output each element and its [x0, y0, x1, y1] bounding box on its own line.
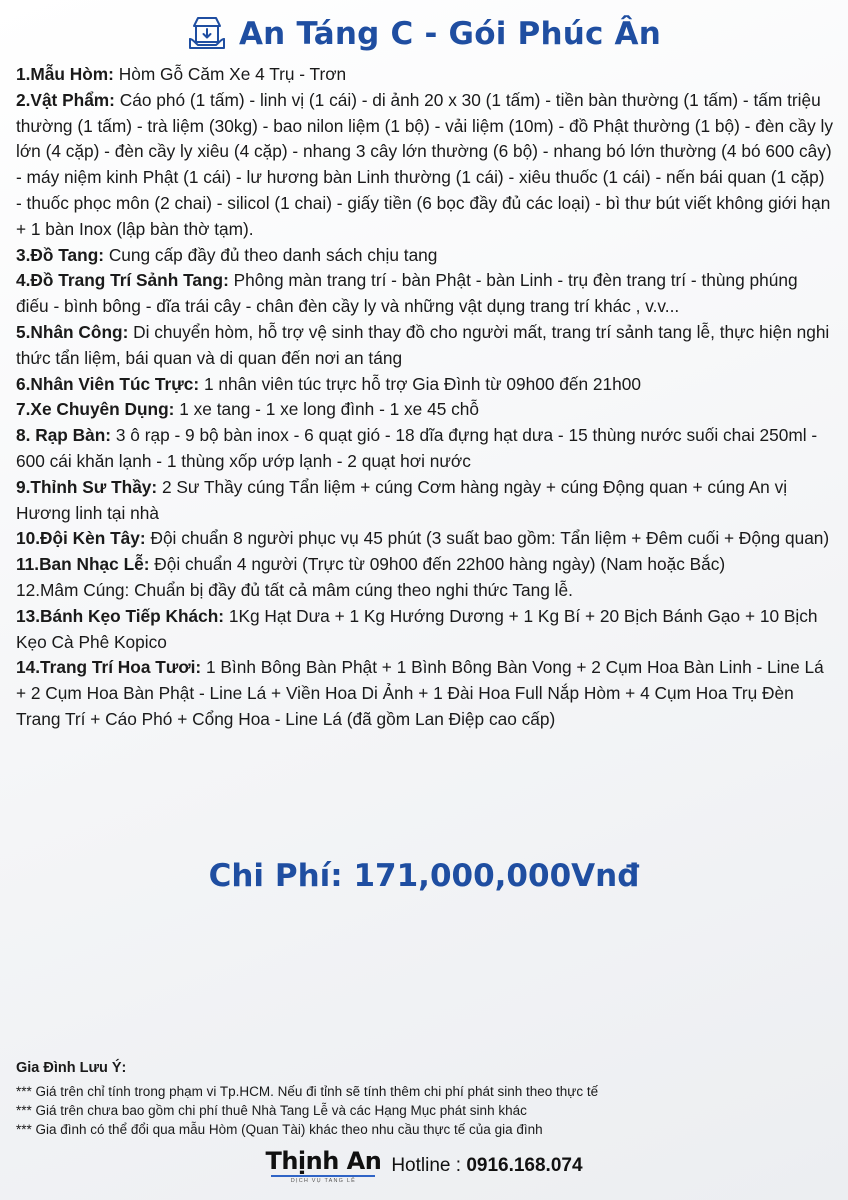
list-item: 11.Ban Nhạc Lễ: Đội chuẩn 4 người (Trực từ 09h00 đến 22h00 hàng ngày) (Nam hoặc Bắc)	[16, 554, 726, 575]
notes-section	[16, 1060, 834, 1139]
hotline	[391, 1155, 582, 1177]
list-item: 8. Rạp Bàn: 3 ô rạp - 9 bộ bàn inox - 6 quạt gió - 18 dĩa đựng hạt dưa - 15 thùng nước suối chai 250ml - 600 cái khăn lạnh - 1 thùng xốp ướp lạnh - 2 quạt hơi nước	[16, 425, 818, 471]
list-item: 7.Xe Chuyên Dụng: 1 xe tang - 1 xe long đình - 1 xe 45 chỗ	[16, 399, 479, 420]
hotline-label: Hotline :	[391, 1155, 467, 1176]
logo-text: Thịnh An	[265, 1147, 382, 1175]
logo-underline	[271, 1175, 375, 1177]
list-item: 9.Thỉnh Sư Thầy: 2 Sư Thầy cúng Tẩn liệm + cúng Cơm hàng ngày + cúng Động quan + cúng An vị Hương linh tại nhà	[16, 476, 788, 523]
list-item: 1.Mẫu Hòm: Hòm Gỗ Căm Xe 4 Trụ - Trơn	[16, 64, 347, 84]
list-item: 4.Đồ Trang Trí Sảnh Tang: Phông màn trang trí - bàn Phật - bàn Linh - trụ đèn trang trí - thùng phúng điếu - bình bông - dĩa trái cây - chân đèn cầy ly và những vật dụng trang trí khác , v.v...	[16, 270, 798, 317]
logo-subtitle: DỊCH VỤ TANG LỄ	[290, 1178, 356, 1184]
notes-title: Gia Đình Lưu Ý:	[16, 1060, 127, 1076]
list-item: 3.Đồ Tang: Cung cấp đầy đủ theo danh sách chịu tang	[16, 244, 438, 265]
hotline-number[interactable]: 0916.168.074	[466, 1155, 583, 1176]
list-item: 5.Nhân Công: Di chuyển hòm, hỗ trợ vệ sinh thay đồ cho người mất, trang trí sảnh tang lễ, thực hiện nghi thức tẩn liệm, bái quan và di quan đến nơi an táng	[16, 321, 830, 368]
header	[0, 14, 848, 54]
note-line: *** Giá trên chưa bao gồm chi phí thuê Nhà Tang Lễ và các Hạng Mục phát sinh khác	[16, 1103, 527, 1118]
coffin-box-icon	[187, 14, 227, 54]
list-item: 6.Nhân Viên Túc Trực: 1 nhân viên túc trực hỗ trợ Gia Đình từ 09h00 đến 21h00	[16, 373, 641, 394]
list-item: 2.Vật Phẩm: Cáo phó (1 tấm) - linh vị (1 cái) - di ảnh 20 x 30 (1 tấm) - tiền bàn thường (1 tấm) - tấm triệu thường (1 tấm) - trà liệm (30kg) - bao nilon liệm (1 bộ) - vải liệm (10m) - đồ Phật thường (1 bộ) - đèn cầy ly lớn (4 cặp) - đèn cầy ly xiêu (4 cặp) - nhang 3 cây lớn thường (6 bộ) - nhang bó lớn thường (4 bó 600 cây) - máy niệm kinh Phật (1 cái) - lư hương bàn Linh thường (1 cái) - xiêu thuốc (1 cái) - nến bái quan (1 cặp) - thuốc phọc môn (2 chai) - silicol (1 chai) - giấy tiền (6 bọc đầy đủ các loại) - bì thư bút viết không giới hạn + 1 bàn Inox (lập bàn thờ tạm).	[16, 89, 834, 239]
list-item: 13.Bánh Kẹo Tiếp Khách: 1Kg Hạt Dưa + 1 Kg Hướng Dương + 1 Kg Bí + 20 Bịch Bánh Gạo + 10 Bịch Kẹo Cà Phê Kopico	[16, 605, 818, 652]
cost-total: Chi Phí: 171,000,000Vnđ	[208, 858, 640, 894]
service-list	[16, 62, 834, 733]
list-item: 12.Mâm Cúng: Chuẩn bị đầy đủ tất cả mâm cúng theo nghi thức Tang lễ.	[16, 579, 573, 600]
note-line: *** Giá trên chỉ tính trong phạm vi Tp.HCM. Nếu đi tỉnh sẽ tính thêm chi phí phát sinh theo thực tế	[16, 1084, 599, 1099]
brand-logo	[265, 1148, 381, 1184]
footer	[0, 1148, 848, 1184]
list-item: 14.Trang Trí Hoa Tươi: 1 Bình Bông Bàn Phật + 1 Bình Bông Bàn Vong + 2 Cụm Hoa Bàn Linh - Line Lá + 2 Cụm Hoa Bàn Phật - Line Lá + Viền Hoa Di Ảnh + 1 Đài Hoa Full Nắp Hòm + 4 Cụm Hoa Trụ Đèn Trang Trí + Cáo Phó + Cổng Hoa - Line Lá (đã gồm Lan Điệp cao cấp)	[16, 657, 824, 729]
page-title: An Táng C - Gói Phúc Ân	[238, 16, 662, 52]
note-line: *** Gia đình có thể đổi qua mẫu Hòm (Quan Tài) khác theo nhu cầu thực tế của gia đình	[16, 1122, 543, 1137]
list-item: 10.Đội Kèn Tây: Đội chuẩn 8 người phục vụ 45 phút (3 suất bao gồm: Tẩn liệm + Đêm cuối + Động quan)	[16, 528, 830, 549]
